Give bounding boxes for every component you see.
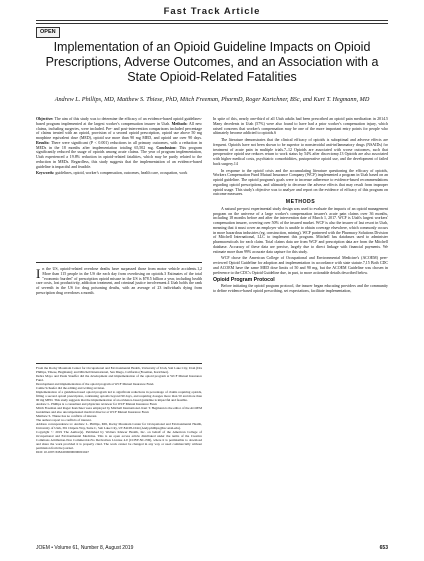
- conclusion-text: This program significantly reduced the usage of opioids among acute claims. The year of program implementation, Utah experienced a 19.8% reduction in opioid-related fatalities, which may be partly related to the reduction in MEDs. Regardless, this study suggests that the implementation of an evidence-based guideline is impactful and feasible.: [36, 144, 202, 169]
- header-rule-bottom: [36, 23, 388, 24]
- footnote: Mitch Freeman and Roger Kartchner were employed by Mitchell International. Kurt T. Hegmann is the editor of the ACOEM Guidelines and also uncompensated medical director at WCF Mutual Insurance Fund.: [36, 406, 202, 414]
- drop-cap: I: [36, 266, 41, 281]
- right-column: [213, 117, 388, 296]
- keywords-text: guidelines, opioid, worker's compensation, outcomes, health care, occupation, work: [54, 170, 188, 176]
- page-footer: [36, 545, 388, 551]
- abstract: [36, 117, 202, 178]
- section-label: Fast Track Article: [163, 6, 261, 17]
- footnote: Implementation of a guideline-based opioid program led to significant reductions in percentage of claims requiring opioids, filling a second opioid prescription, continuing opioids beyond 90 days, and requiring dosages more than 50 and more than 90 mg MED. This study suggests that the implementation of an evidence-based guideline is impactful and feasible.: [36, 390, 202, 402]
- footnote: Development and implementation of the opioid program at WCF Mutual Insurance Fund.: [36, 382, 155, 386]
- intro-text: n the US, opioid-related overdose deaths have surpassed those from motor vehicle accidents.1,2 More than 115 people in the US die each day from overdosing on opioids.3 Estimates of the total "economic burden" of prescription opioid misuse in the US is $78.5 billion a year, including health care costs, lost productivity, addiction treatment, and criminal justice involvement.4 Utah holds the rank of seventh in the US for drug poisoning deaths, with an average of 23 individuals dying from prescription drug overdoses a month.: [36, 266, 202, 295]
- footnote-doi: DOI: 10.1097/JOM.0000000000001647: [36, 450, 90, 454]
- footnote: Matthew S. Thiese has no conflicts of interest.: [36, 414, 98, 418]
- methods-heading: METHODS: [285, 199, 316, 205]
- abstract-divider: [36, 262, 202, 263]
- footnote: From the Rocky Mountain Center for Occupational and Environmental Health, University of Utah, Salt Lake City, Utah (Drs Phillips, Thiese, Hegmann); and Mitchell International, San Diego, California (Freeman, Kartchner).: [36, 366, 202, 374]
- methods-text: All new claims, including surgeries, were included. Pre- and post-intervention comparisons included percentage of claims treated with an opioid, provision of a second opioid prescription, opioid use above 50 mg morphine equivalent dose (MED), opioid use more than 90 mg MED, and opioid use over 90 days.: [36, 120, 202, 140]
- results-label: Results:: [36, 139, 50, 145]
- footnote: Camie Schaefer did the editing and writing revision.: [36, 386, 106, 390]
- open-access-badge: OPEN: [36, 27, 60, 38]
- paragraph: In spite of this, nearly one-third of all Utah adults had been prescribed an opioid pain medication in 2014.5 Many decedents in Utah (57%) were also found to have had a prior worker's compensation injury, which raised concerns that worker's compensation may be one of the more important entry points for people who ultimately become addicted to opioids.6: [213, 116, 388, 136]
- results-text: There were significant (P < 0.001) reductions in all primary outcomes, with a reduction in MEDs in the 18 months after implementation totaling 65,502 mg.: [36, 139, 202, 150]
- footnote: Copyright © 2019 The Author(s). Published by Wolters Kluwer Health, Inc. on behalf of the American College of Occupational and Environmental Medicine. This is an open access article distributed under the terms of the Creative Commons Attribution-Non Commercial-No Derivatives License 4.0 (CCBY-NC-ND), where it is permissible to download and share the work provided it is properly cited. The work cannot be changed in any way or used commercially without permission from the journal.: [36, 430, 202, 450]
- subsection-heading: Opioid Program Protocol: [213, 277, 275, 284]
- footnotes: [36, 366, 202, 454]
- footnote: Address correspondence to: Andrew L. Phillips, MD, Rocky Mountain Center for Occupational and Environmental Health, University of Utah, 391 Chipeta Way, Suite C, Salt Lake City, UT 84108-1044 (Andy.phillips@hsc.utah.edu).: [36, 422, 202, 430]
- methods-label: Methods:: [171, 120, 188, 126]
- journal-citation: JOEM • Volume 61, Number 8, August 2019: [36, 545, 134, 551]
- author-list: Andrew L. Phillips, MD, Matthew S. Thiese, PhD, Mitch Freeman, PharmD, Roger Kartchner, BSc, and Kurt T. Hegmann, MD: [54, 96, 370, 103]
- keywords-label: Keywords:: [36, 170, 55, 176]
- article-title: Implementation of an Opioid Guideline Impacts on Opioid Prescriptions, Adverse Outcomes, and an Association with a State Opioid-Related Fatalities: [45, 40, 379, 84]
- paragraph: The literature demonstrates that the clinical efficacy of opioids is suboptimal and adverse effects are frequent. Opioids have not been shown to be superior to nonsteroidal anti-inflammatory drugs (NSAIDs) for treatment of acute pain in multiple trials.7–12 Opioids are associated with worse outcomes, such that preoperative opioid use reduces return to work status by 54% after discectomy.13 Opioids are also associated with higher medical costs, psychiatric comorbidities, postoperative opioid use, and the development of failed back surgery.14: [213, 137, 388, 166]
- header-rule-top: [36, 20, 388, 21]
- paragraph: A natural pre-post experimental study design was used to evaluate the impacts of an opioid management program on the universe of a large worker's compensation insurer's acute pain claims over 36 months, including 18 months before and after the intervention date of March 1, 2017. WCF is Utah's largest workers' compensation insurer, covering over 50% of the insured market. WCF is also the insurer of last resort in Utah, meaning that it must cover an employer who is unable to obtain coverage elsewhere, which commonly occurs in more hazardous industries (eg, construction, mining). WCF partnered with the Pharmacy Solutions Division of Mitchell International, LLC to implement this program. Mitchell has databases used to administer pharmaceuticals for each claim. Total claims data are from WCF and prescription data are from the Mitchell database. Accuracy of these data are precise, largely due to direct linkage with financial payments. We estimate more than 99% accurate data capture for this study.: [213, 205, 388, 254]
- paragraph: WCF chose the American College of Occupational and Environmental Medicine's (ACOEM) peer-reviewed Opioid Guideline for adoption and implementation in accordance with state statute.7,15 Both CDC and ACOEM have the same MED dose limits of 50 and 90 mg, but the ACOEM Guideline was chosen in preference to the CDC's Opioid Guideline due, in part, to more actionable details described below.: [213, 255, 388, 275]
- page-number: 653: [379, 545, 388, 551]
- paragraph: Before initiating the opioid program protocol, the insurer began educating providers and the community to define evidence-based opioid prescribing, set expectations, facilitate implementation,: [213, 283, 388, 293]
- objective-label: Objective:: [36, 116, 54, 121]
- footnote: Debra Mayo and Paula Stauffer did the development and implementation of the opioid program at WCF Mutual Insurance Fund.: [36, 374, 202, 382]
- footnote-divider: [36, 363, 202, 364]
- footnote: Andrew L. Phillips is a consultant and physician reviewer for WCF Mutual Insurance Fund.: [36, 402, 158, 406]
- paragraph: In response to the opioid crisis and the accumulating literature questioning the efficacy of opioids, Workers Compensation Fund Mutual Insurance Company (WCF) implemented a program in Utah based on an opioid guideline. The opioid program's goals were to increase adherence to evidence-based recommendations regarding opioid prescriptions, and ultimately to decrease the adverse effects that may result from improper opioid usage. This study's objective was to analyze and report on the evidence of efficacy of this program on outcome measures.: [213, 167, 388, 197]
- objective-text: The aim of this study was to determine the efficacy of an evidence-based opioid guidelines-based program implemented at the largest worker's compensation insurer in Utah.: [36, 116, 202, 126]
- introduction: [36, 267, 202, 296]
- footnote: The authors report no conflicts of interest.: [36, 418, 92, 422]
- conclusion-label: Conclusion:: [156, 144, 177, 150]
